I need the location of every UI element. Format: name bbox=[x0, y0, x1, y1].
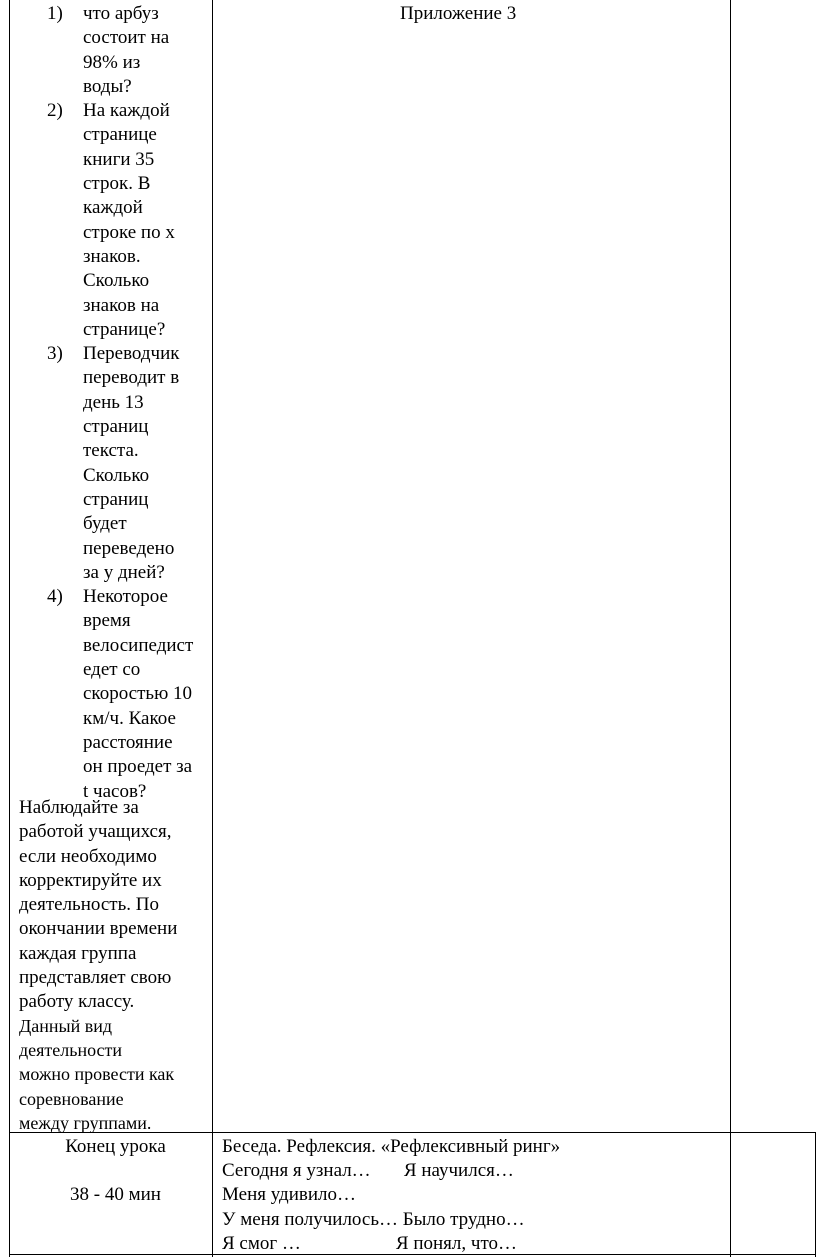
list-item-text: Некоторое время велосипедист едет со скоростью 10 км/ч. Какое расстояние он проедет за t часов? bbox=[83, 586, 194, 802]
list-item bbox=[0, 585, 212, 804]
list-item bbox=[0, 2, 212, 99]
list-item-text: Переводчик переводит в день 13 страниц текста. Сколько страниц будет переведено за у дней? bbox=[83, 343, 180, 583]
appendix-label: Приложение 3 bbox=[400, 3, 517, 24]
column-divider-right bbox=[730, 0, 731, 1257]
teacher-instruction-paragraph: Наблюдайте за работой учащихся, если необходимо корректируйте их деятельность. По окончании времени каждая группа представляет свою работу классу. bbox=[19, 797, 178, 1013]
reflection-heading: Беседа. Рефлексия. «Рефлексивный ринг» bbox=[222, 1136, 561, 1157]
list-item-number: 1) bbox=[47, 3, 63, 24]
reflection-prompt: Меня удивило… bbox=[222, 1184, 356, 1206]
list-item bbox=[0, 342, 212, 585]
activity-note-paragraph: Данный вид деятельности можно провести как соревнование между группами. bbox=[19, 1016, 175, 1133]
reflection-block bbox=[222, 1135, 730, 1256]
lesson-end-time: 38 - 40 мин bbox=[70, 1184, 161, 1205]
lesson-end-title: Конец урока bbox=[65, 1136, 166, 1157]
list-item-text: На каждой странице книги 35 строк. В каждой строке по х знаков. Сколько знаков на странице? bbox=[83, 100, 175, 340]
task-list bbox=[0, 2, 212, 804]
reflection-prompt: Я смог … Я понял, что… bbox=[222, 1232, 518, 1254]
list-item-number: 2) bbox=[47, 100, 63, 122]
list-item-number: 4) bbox=[47, 586, 63, 608]
list-item-number: 3) bbox=[47, 343, 63, 365]
list-item-text: что арбуз состоит на 98% из воды? bbox=[83, 3, 170, 97]
list-item bbox=[0, 99, 212, 342]
reflection-prompt: Сегодня я узнал… Я научился… bbox=[222, 1160, 514, 1182]
reflection-prompt: У меня получилось… Было трудно… bbox=[222, 1208, 525, 1230]
